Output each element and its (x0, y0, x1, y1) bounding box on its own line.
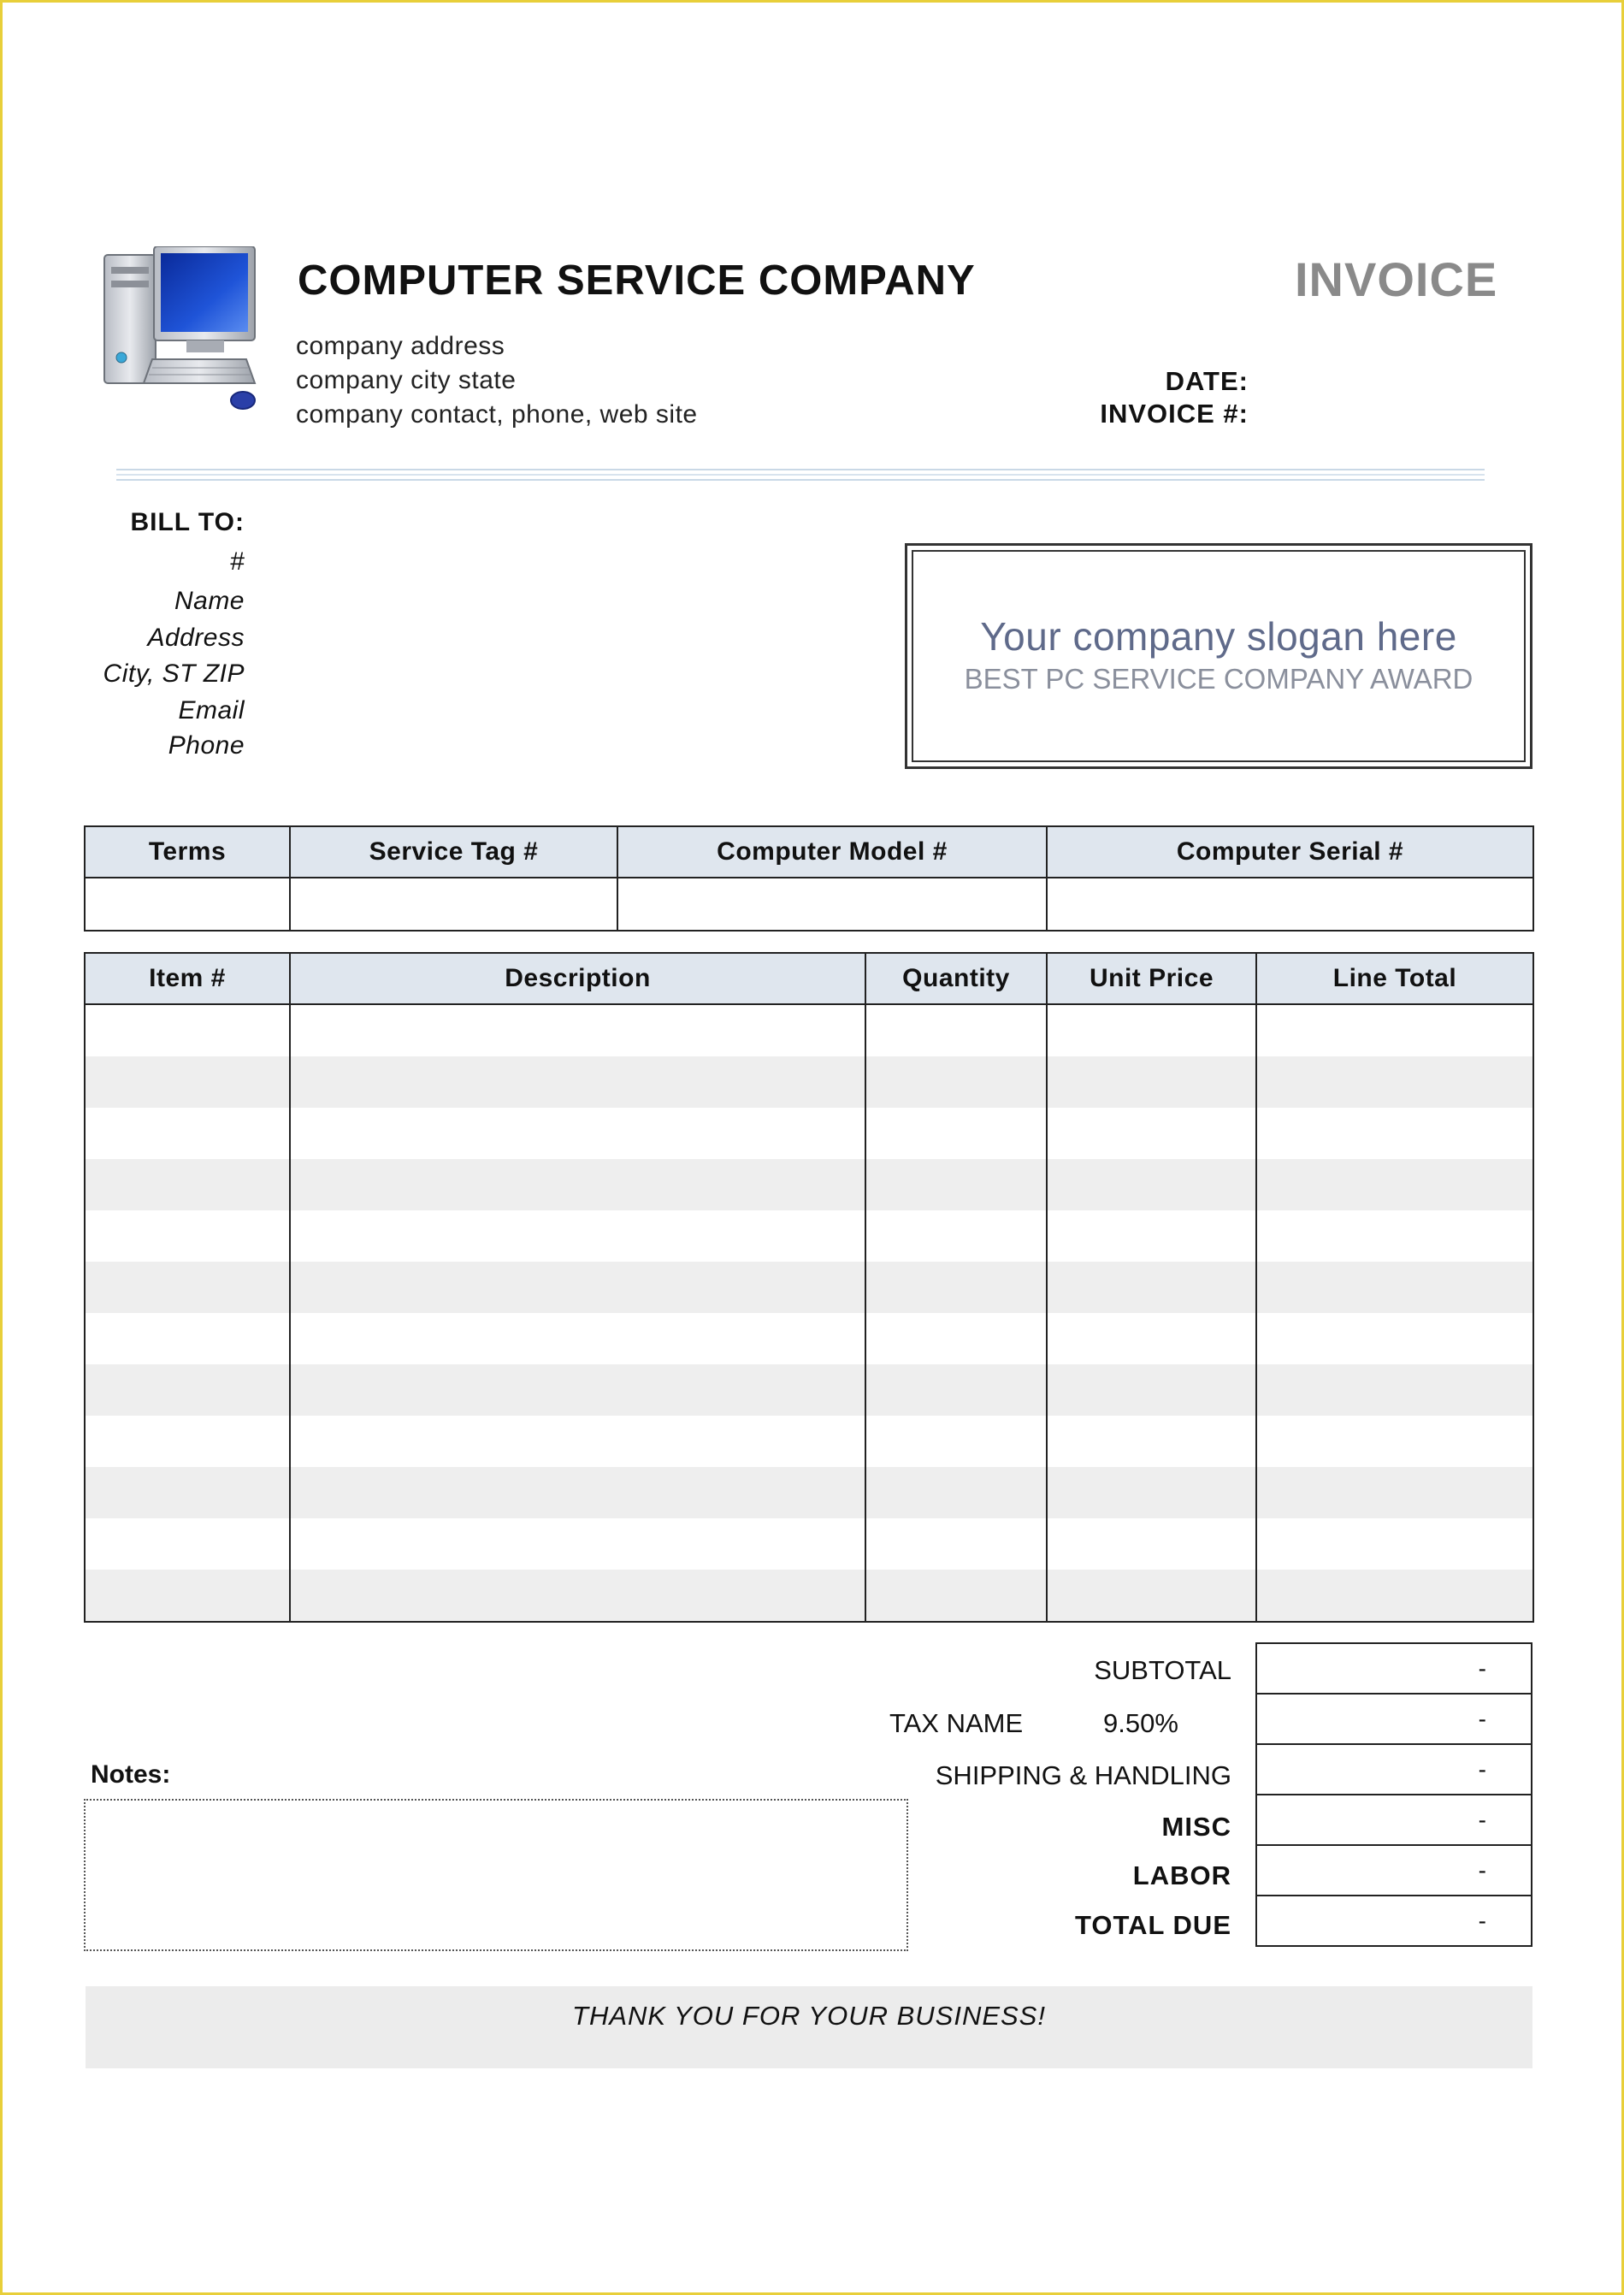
line-total-cell[interactable] (1256, 1056, 1533, 1108)
slogan-box (905, 543, 1532, 769)
unit-price-cell[interactable] (1047, 1416, 1256, 1467)
item-number-cell[interactable] (85, 1313, 290, 1364)
unit-price-cell[interactable] (1047, 1159, 1256, 1210)
company-address: company address (296, 332, 505, 360)
service-table (84, 825, 1534, 932)
quantity-cell[interactable] (865, 1159, 1047, 1210)
item-number-cell[interactable] (85, 1108, 290, 1159)
bill-to-address: Address (147, 624, 245, 652)
shipping-value: - (1256, 1744, 1532, 1795)
item-number-cell[interactable] (85, 1004, 290, 1056)
description-cell[interactable] (290, 1416, 865, 1467)
quantity-cell[interactable] (865, 1364, 1047, 1416)
invoice-title: INVOICE (1295, 252, 1498, 306)
unit-price-cell[interactable] (1047, 1313, 1256, 1364)
description-cell[interactable] (290, 1467, 865, 1518)
tax-rate: 9.50% (1103, 1708, 1178, 1738)
company-city-state: company city state (296, 366, 517, 394)
notes-box[interactable] (84, 1799, 908, 1951)
item-number-cell[interactable] (85, 1364, 290, 1416)
header-description: Description (290, 953, 865, 1004)
line-total-cell[interactable] (1256, 1416, 1533, 1467)
table-row (85, 1004, 1533, 1056)
quantity-cell[interactable] (865, 1056, 1047, 1108)
unit-price-cell[interactable] (1047, 1262, 1256, 1313)
line-total-cell[interactable] (1256, 1262, 1533, 1313)
table-row (85, 1570, 1533, 1622)
line-total-cell[interactable] (1256, 1467, 1533, 1518)
header-service-tag: Service Tag # (290, 826, 617, 878)
description-cell[interactable] (290, 1004, 865, 1056)
header-item-number: Item # (85, 953, 290, 1004)
unit-price-cell[interactable] (1047, 1364, 1256, 1416)
header-divider (116, 469, 1485, 482)
total-due-label: TOTAL DUE (1075, 1910, 1231, 1940)
quantity-cell[interactable] (865, 1108, 1047, 1159)
computer-model-cell[interactable] (617, 878, 1047, 931)
terms-cell[interactable] (85, 878, 290, 931)
quantity-cell[interactable] (865, 1518, 1047, 1570)
header-terms: Terms (85, 826, 290, 878)
computer-serial-cell[interactable] (1047, 878, 1533, 931)
slogan-sub: BEST PC SERVICE COMPANY AWARD (964, 663, 1473, 695)
misc-label: MISC (1161, 1812, 1231, 1842)
date-label: DATE: (1165, 366, 1249, 396)
table-row (85, 1467, 1533, 1518)
item-number-cell[interactable] (85, 1262, 290, 1313)
header-computer-serial: Computer Serial # (1047, 826, 1533, 878)
table-row (85, 1416, 1533, 1467)
description-cell[interactable] (290, 1210, 865, 1262)
line-total-cell[interactable] (1256, 1159, 1533, 1210)
table-row (85, 1313, 1533, 1364)
header-unit-price: Unit Price (1047, 953, 1256, 1004)
table-row (85, 1210, 1533, 1262)
item-number-cell[interactable] (85, 1056, 290, 1108)
header-line-total: Line Total (1256, 953, 1533, 1004)
description-cell[interactable] (290, 1364, 865, 1416)
tax-name-label: TAX NAME (889, 1708, 1024, 1738)
totals-table (1255, 1642, 1532, 1947)
item-number-cell[interactable] (85, 1518, 290, 1570)
notes-label: Notes: (91, 1760, 171, 1789)
quantity-cell[interactable] (865, 1004, 1047, 1056)
quantity-cell[interactable] (865, 1262, 1047, 1313)
description-cell[interactable] (290, 1108, 865, 1159)
quantity-cell[interactable] (865, 1313, 1047, 1364)
item-number-cell[interactable] (85, 1416, 290, 1467)
header-computer-model: Computer Model # (617, 826, 1047, 878)
table-row (85, 1262, 1533, 1313)
items-table (84, 952, 1534, 1623)
line-total-cell[interactable] (1256, 1570, 1533, 1622)
unit-price-cell[interactable] (1047, 1518, 1256, 1570)
line-total-cell[interactable] (1256, 1518, 1533, 1570)
line-total-cell[interactable] (1256, 1108, 1533, 1159)
item-number-cell[interactable] (85, 1570, 290, 1622)
table-row (85, 1518, 1533, 1570)
invoice-number-label: INVOICE #: (1100, 399, 1249, 429)
line-total-cell[interactable] (1256, 1313, 1533, 1364)
thank-you-message: THANK YOU FOR YOUR BUSINESS! (86, 1986, 1532, 2068)
total-due-value: - (1256, 1896, 1532, 1946)
misc-value: - (1256, 1795, 1532, 1845)
line-total-cell[interactable] (1256, 1210, 1533, 1262)
slogan-main: Your company slogan here (980, 614, 1457, 659)
quantity-cell[interactable] (865, 1210, 1047, 1262)
unit-price-cell[interactable] (1047, 1056, 1256, 1108)
labor-label: LABOR (1132, 1860, 1231, 1890)
table-row (85, 1056, 1533, 1108)
bill-to-name: Name (174, 587, 245, 615)
bill-to-heading: BILL TO: (130, 508, 245, 536)
bill-to-email: Email (178, 696, 245, 725)
unit-price-cell[interactable] (1047, 1467, 1256, 1518)
description-cell[interactable] (290, 1262, 865, 1313)
description-cell[interactable] (290, 1313, 865, 1364)
unit-price-cell[interactable] (1047, 1570, 1256, 1622)
unit-price-cell[interactable] (1047, 1108, 1256, 1159)
service-tag-cell[interactable] (290, 878, 617, 931)
computer-logo-icon (101, 246, 263, 417)
subtotal-label: SUBTOTAL (1094, 1655, 1231, 1685)
table-row (85, 1108, 1533, 1159)
item-number-cell[interactable] (85, 1467, 290, 1518)
labor-value: - (1256, 1845, 1532, 1896)
bill-to-number: # (229, 547, 245, 576)
shipping-label: SHIPPING & HANDLING (935, 1760, 1231, 1790)
bill-to-city: City, ST ZIP (103, 660, 245, 688)
item-number-cell[interactable] (85, 1210, 290, 1262)
description-cell[interactable] (290, 1518, 865, 1570)
subtotal-value: - (1256, 1643, 1532, 1694)
table-row (85, 1159, 1533, 1210)
tax-value: - (1256, 1694, 1532, 1744)
company-name: COMPUTER SERVICE COMPANY (298, 257, 976, 304)
company-contact: company contact, phone, web site (296, 400, 698, 429)
unit-price-cell[interactable] (1047, 1210, 1256, 1262)
line-total-cell[interactable] (1256, 1364, 1533, 1416)
line-total-cell[interactable] (1256, 1004, 1533, 1056)
bill-to-phone: Phone (168, 731, 245, 760)
table-row (85, 1364, 1533, 1416)
quantity-cell[interactable] (865, 1416, 1047, 1467)
unit-price-cell[interactable] (1047, 1004, 1256, 1056)
header-quantity: Quantity (865, 953, 1047, 1004)
description-cell[interactable] (290, 1570, 865, 1622)
quantity-cell[interactable] (865, 1467, 1047, 1518)
item-number-cell[interactable] (85, 1159, 290, 1210)
quantity-cell[interactable] (865, 1570, 1047, 1622)
description-cell[interactable] (290, 1159, 865, 1210)
description-cell[interactable] (290, 1056, 865, 1108)
